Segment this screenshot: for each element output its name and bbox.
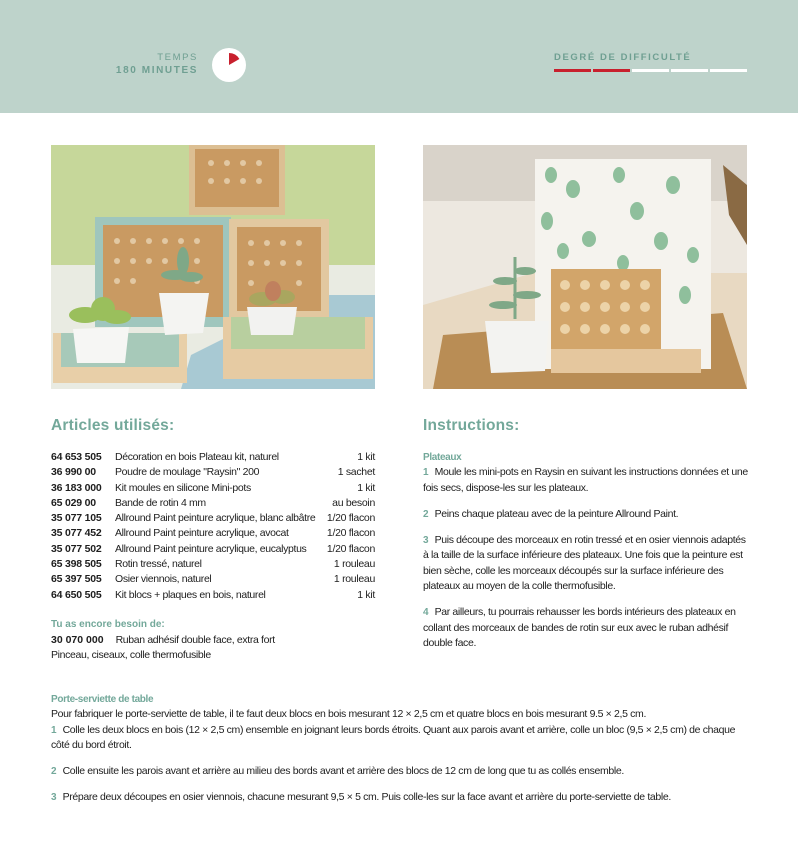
instruction-step [423, 533, 753, 594]
time-value: 180 MINUTES [115, 65, 198, 76]
napkin-step [51, 764, 751, 779]
article-row [51, 572, 375, 587]
article-quantity: 1 kit [357, 588, 375, 601]
difficulty-segment [593, 69, 630, 72]
article-quantity: au besoin [332, 496, 375, 509]
article-row [51, 450, 375, 465]
instruction-step [423, 507, 753, 522]
extra-item-code: 30 070 000 [51, 633, 104, 646]
difficulty-segment [554, 69, 591, 72]
difficulty-segment [710, 69, 747, 72]
difficulty-label: DEGRÉ DE DIFFICULTÉ [554, 52, 692, 63]
extra-supplies [51, 617, 381, 664]
napkin-step [51, 723, 751, 754]
step-text: Puis découpe des morceaux en rotin tressé et en osier viennois adaptés à la taille de la surface inférieure des plateaux. Une fois que la peinture est bien sèche, colle les morceaux découpés sur la surface inférieure des plateaux au moyen de la colle thermofusible. [423, 534, 746, 593]
article-code: 35 077 452 [51, 527, 102, 540]
articles-title: Articles utilisés: [51, 417, 175, 434]
article-code: 36 990 00 [51, 466, 96, 479]
step-number: 2 [51, 766, 57, 778]
instructions-title: Instructions: [423, 417, 520, 434]
article-description: Osier viennois, naturel [115, 573, 212, 586]
extra-item-description: Ruban adhésif double face, extra fort [115, 633, 275, 646]
step-text: Peins chaque plateau avec de la peinture Allround Paint. [434, 507, 679, 520]
article-row [51, 511, 375, 526]
article-row [51, 557, 375, 572]
article-row [51, 542, 375, 557]
article-description: Bande de rotin 4 mm [115, 496, 206, 509]
step-text: Colle les deux blocs en bois (12 × 2,5 cm) ensemble en joignant leurs bords étroits. Quant aux parois avant et arrière, colle un bloc (9,5 × 2,5 cm) de chaque côté du bord étroit. [51, 723, 736, 751]
article-quantity: 1/20 flacon [326, 527, 375, 540]
header-band [0, 0, 798, 113]
step-number: 1 [51, 724, 57, 736]
step-number: 3 [51, 792, 57, 804]
instruction-steps [423, 465, 753, 651]
article-quantity: 1 kit [357, 451, 375, 463]
article-description: Allround Paint peinture acrylique, eucalyptus [115, 542, 307, 555]
article-quantity: 1 rouleau [333, 558, 375, 571]
article-description: Kit moules en silicone Mini-pots [115, 481, 251, 494]
difficulty-segment [671, 69, 708, 72]
step-text: Moule les mini-pots en Raysin en suivant les instructions données et une fois secs, dispose-les sur les plateaux. [423, 466, 748, 494]
article-code: 64 650 505 [51, 588, 102, 601]
step-text: Par ailleurs, tu pourrais rehausser les bords intérieurs des plateaux en collant des morceaux de bandes de rotin sur eux avec le ruban adhésif double face. [423, 606, 736, 649]
article-quantity: 1/20 flacon [326, 512, 375, 525]
article-row [51, 526, 375, 541]
article-description: Kit blocs + plaques en bois, naturel [115, 588, 266, 601]
clock-pie-icon [212, 48, 246, 82]
article-row [51, 465, 375, 480]
article-code: 35 077 105 [51, 512, 102, 525]
photo-napkin-holder [423, 145, 747, 389]
article-code: 65 029 00 [51, 496, 96, 509]
instruction-step [423, 465, 753, 496]
article-row [51, 588, 375, 603]
article-quantity: 1 rouleau [333, 573, 375, 586]
instruction-step [423, 605, 753, 651]
napkin-holder-intro: Pour fabriquer le porte-serviette de table, il te faut deux blocs en bois mesurant 12 × 2,5 cm et quatre blocs en bois mesurant 9.5 × 2,5 cm. [51, 708, 647, 721]
napkin-holder-section [51, 692, 751, 817]
article-code: 65 397 505 [51, 573, 102, 586]
article-description: Poudre de moulage "Raysin" 200 [115, 466, 260, 479]
instructions-section [423, 450, 753, 662]
napkin-holder-title: Porte-serviette de table [51, 694, 154, 705]
step-number: 3 [423, 535, 429, 547]
article-quantity: 1 kit [357, 481, 375, 494]
difficulty-segment [632, 69, 669, 72]
article-code: 65 398 505 [51, 558, 102, 571]
article-row [51, 496, 375, 511]
articles-list [51, 450, 375, 603]
article-description: Allround Paint peinture acrylique, avocat [115, 527, 289, 540]
article-code: 64 653 505 [51, 451, 102, 463]
article-code: 36 183 000 [51, 481, 102, 494]
time-block [116, 52, 198, 76]
napkin-step [51, 790, 751, 805]
photo-rattan-trays [51, 145, 375, 389]
extra-supplies-title: Tu as encore besoin de: [51, 619, 165, 630]
article-code: 35 077 502 [51, 542, 102, 555]
step-text: Colle ensuite les parois avant et arrière au milieu des bords avant et arrière des blocs de 12 cm de long que tu as collés ensemble. [62, 765, 624, 778]
article-description: Décoration en bois Plateau kit, naturel [115, 451, 279, 463]
step-number: 4 [423, 607, 429, 619]
napkin-holder-steps [51, 723, 751, 806]
step-number: 1 [423, 467, 429, 479]
article-row [51, 481, 375, 496]
plateaux-subtitle: Plateaux [423, 452, 462, 463]
article-quantity: 1/20 flacon [326, 542, 375, 555]
difficulty-block [554, 52, 750, 72]
article-quantity: 1 sachet [337, 466, 375, 479]
difficulty-meter [554, 69, 750, 72]
step-number: 2 [423, 508, 429, 520]
step-text: Prépare deux découpes en osier viennois, chacune mesurant 9,5 × 5 cm. Puis colle-les sur la face avant et arrière du porte-serviette de table. [62, 791, 671, 804]
extra-tools: Pinceau, ciseaux, colle thermofusible [51, 649, 211, 661]
time-label: TEMPS [157, 52, 198, 63]
article-description: Rotin tressé, naturel [115, 558, 202, 571]
article-description: Allround Paint peinture acrylique, blanc albâtre [115, 512, 316, 525]
